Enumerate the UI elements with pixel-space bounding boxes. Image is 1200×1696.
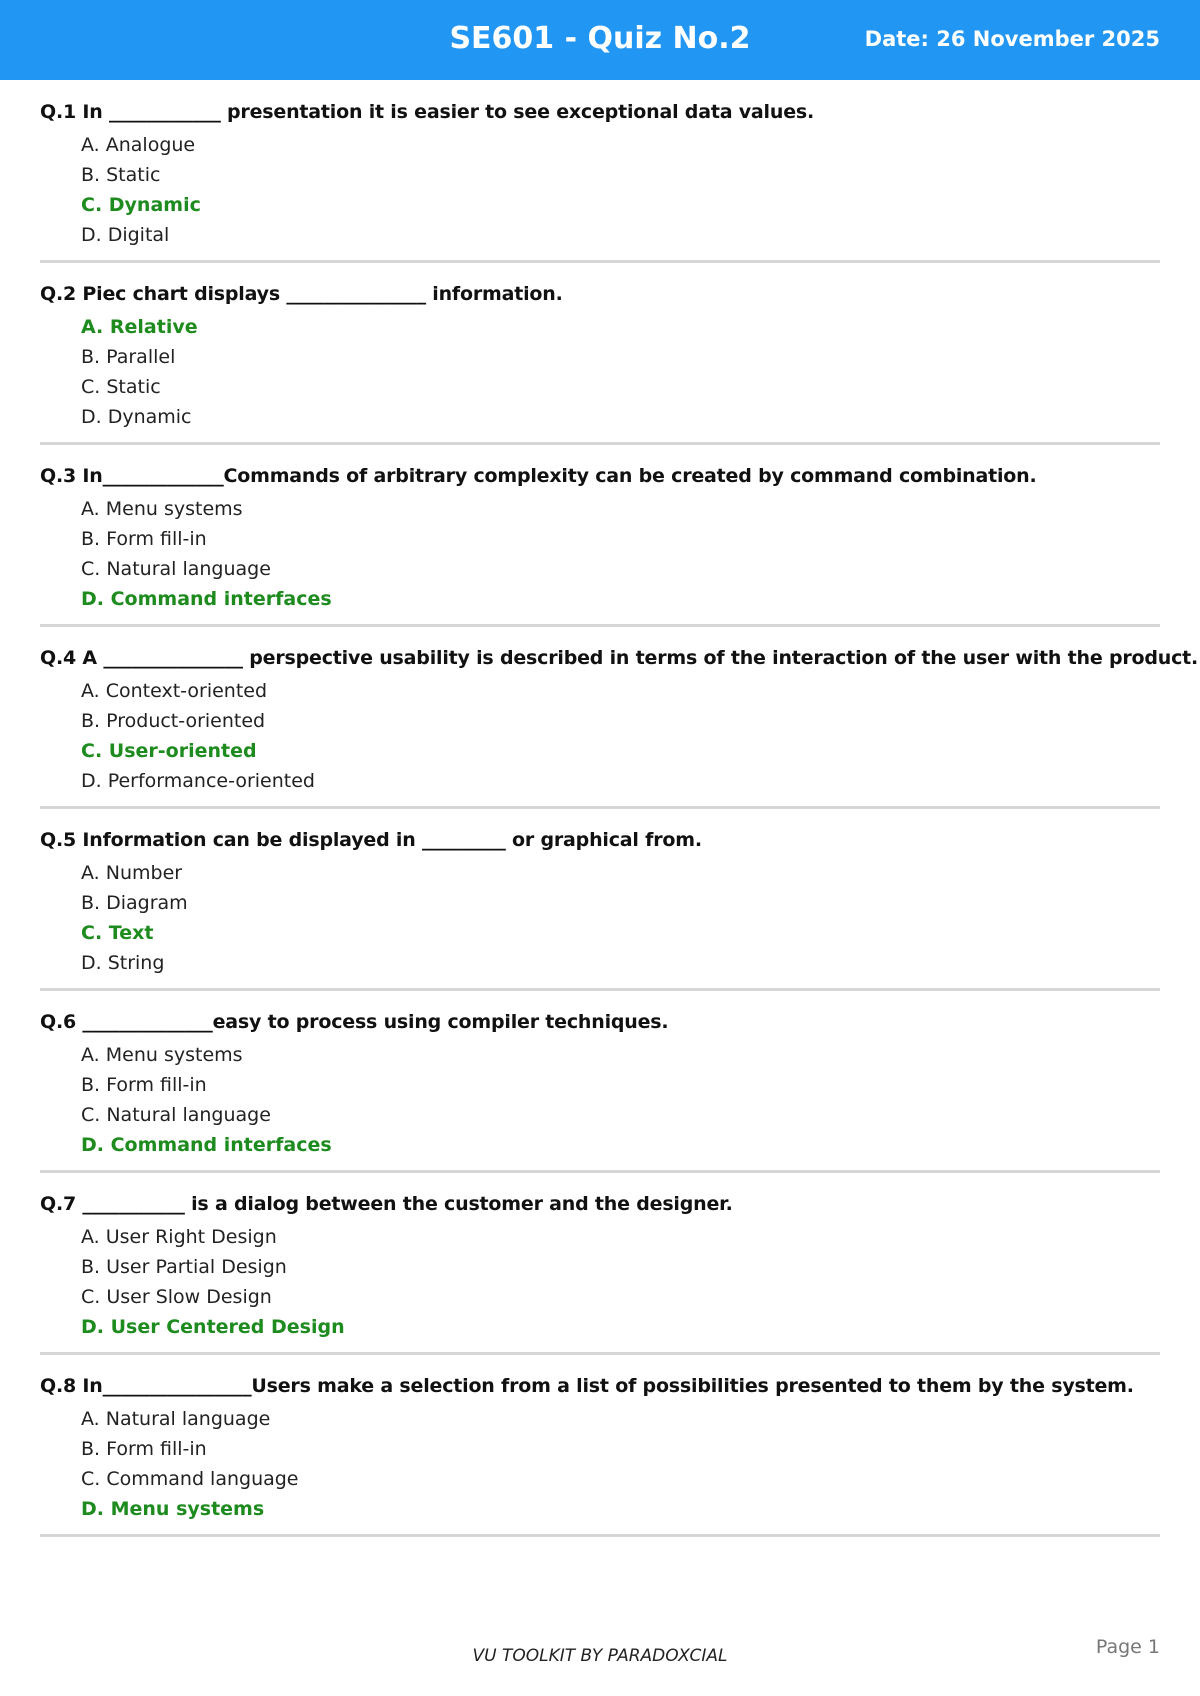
question-1	[40, 100, 1160, 263]
option-list	[40, 676, 1160, 796]
option-d-correct: D. Command interfaces	[81, 1134, 332, 1156]
option-d: D. Performance-oriented	[81, 770, 315, 792]
option-b: B. Form fill-in	[81, 528, 207, 550]
option-a: A. Menu systems	[81, 1044, 243, 1066]
option-b: B. User Partial Design	[81, 1256, 287, 1278]
option-c-correct: C. User-oriented	[81, 740, 257, 762]
option-b: B. Form fill-in	[81, 1438, 207, 1460]
question-text: Q.5 Information can be displayed in _________ or graphical from.	[40, 829, 702, 851]
question-3	[40, 464, 1160, 627]
option-a: A. Context-oriented	[81, 680, 268, 702]
option-c: C. Natural language	[81, 1104, 271, 1126]
option-d-correct: D. Menu systems	[81, 1498, 265, 1520]
option-a: A. Number	[81, 862, 183, 884]
option-c-correct: C. Text	[81, 922, 154, 944]
question-7	[40, 1192, 1160, 1355]
page-number: Page 1	[1095, 1636, 1160, 1658]
quiz-title: SE601 - Quiz No.2	[449, 21, 751, 56]
option-list	[40, 1404, 1160, 1524]
option-d: D. Dynamic	[81, 406, 192, 428]
option-c: C. Static	[81, 376, 161, 398]
page-header	[0, 0, 1200, 80]
option-c: C. Command language	[81, 1468, 299, 1490]
option-list	[40, 1040, 1160, 1160]
option-b: B. Diagram	[81, 892, 188, 914]
question-text: Q.7 ___________ is a dialog between the customer and the designer.	[40, 1193, 733, 1215]
question-6	[40, 1010, 1160, 1173]
option-c: C. Natural language	[81, 558, 271, 580]
option-a: A. User Right Design	[81, 1226, 277, 1248]
question-text: Q.4 A _______________ perspective usability is described in terms of the interaction of the user with the product.	[40, 647, 1199, 669]
question-2	[40, 282, 1160, 445]
question-8	[40, 1374, 1160, 1537]
question-text: Q.2 Piec chart displays _______________ information.	[40, 283, 563, 305]
question-text: Q.3 In_____________Commands of arbitrary complexity can be created by command combination.	[40, 465, 1037, 487]
question-5	[40, 828, 1160, 991]
option-a: A. Analogue	[81, 134, 196, 156]
option-d-correct: D. Command interfaces	[81, 588, 332, 610]
option-list	[40, 1222, 1160, 1342]
option-b: B. Product-oriented	[81, 710, 266, 732]
question-text: Q.8 In________________Users make a selection from a list of possibilities presented to them by the system.	[40, 1375, 1134, 1397]
option-d: D. String	[81, 952, 165, 974]
option-a: A. Natural language	[81, 1408, 271, 1430]
option-b: B. Static	[81, 164, 161, 186]
option-list	[40, 494, 1160, 614]
option-b: B. Form fill-in	[81, 1074, 207, 1096]
option-list	[40, 858, 1160, 978]
option-list	[40, 312, 1160, 432]
question-4	[40, 646, 1199, 809]
option-d-correct: D. User Centered Design	[81, 1316, 345, 1338]
question-list	[40, 100, 1199, 1556]
question-text: Q.6 ______________easy to process using compiler techniques.	[40, 1011, 669, 1033]
option-c: C. User Slow Design	[81, 1286, 272, 1308]
option-a: A. Menu systems	[81, 498, 243, 520]
option-d: D. Digital	[81, 224, 170, 246]
option-c-correct: C. Dynamic	[81, 194, 201, 216]
quiz-date: Date: 26 November 2025	[864, 27, 1160, 51]
footer-credit: VU TOOLKIT BY PARADOXCIAL	[472, 1646, 728, 1666]
option-list	[40, 130, 1160, 250]
option-b: B. Parallel	[81, 346, 176, 368]
option-a-correct: A. Relative	[81, 316, 198, 338]
question-text: Q.1 In ____________ presentation it is easier to see exceptional data values.	[40, 101, 815, 123]
